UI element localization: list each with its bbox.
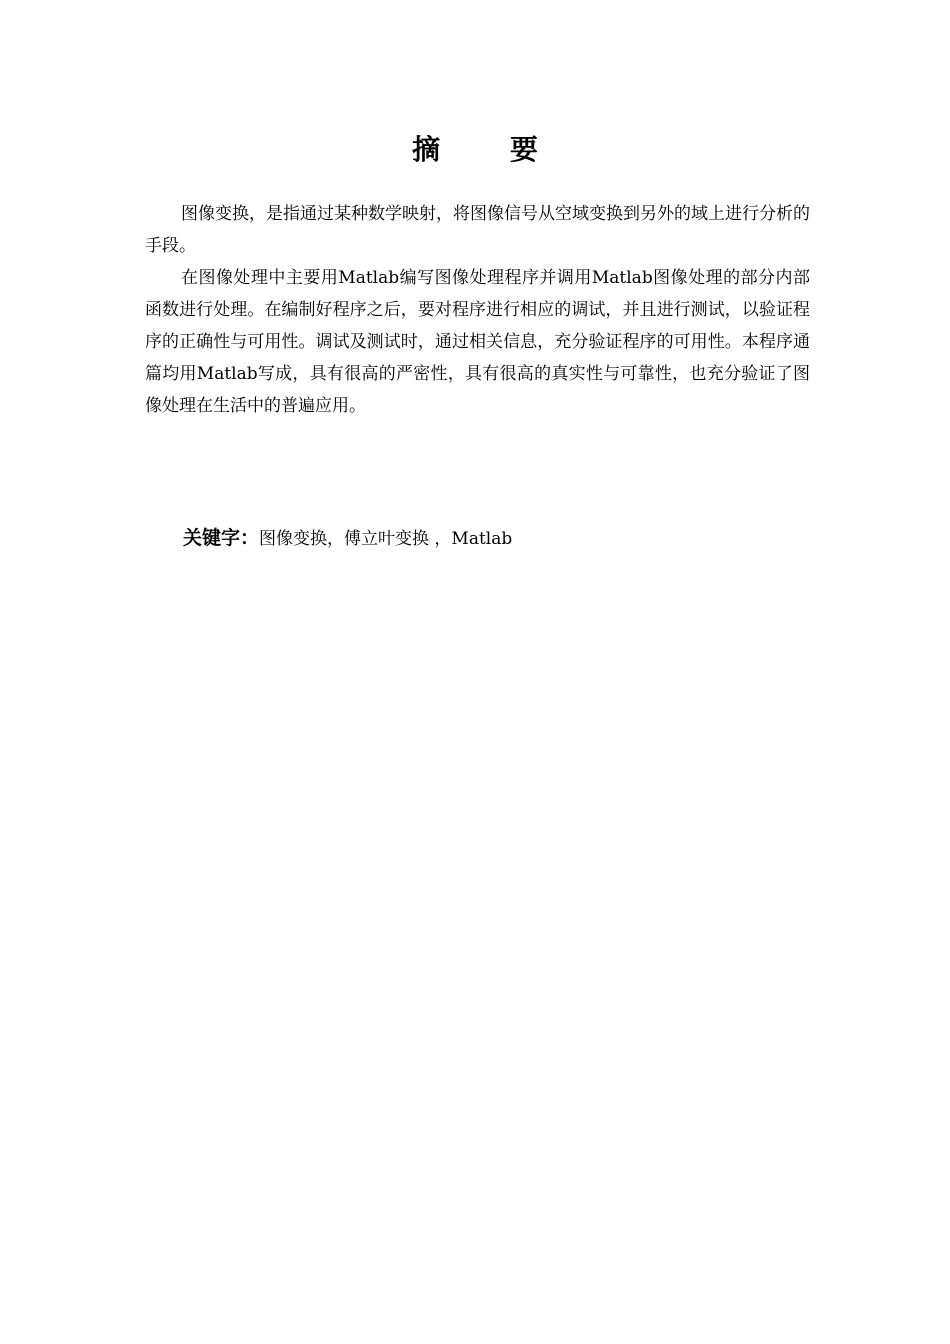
- abstract-paragraph-1: 图像变换，是指通过某种数学映射，将图像信号从空域变换到另外的域上进行分析的手段。: [145, 204, 810, 256]
- abstract-body: [145, 198, 810, 422]
- abstract-title: 摘 要: [412, 133, 568, 166]
- abstract-paragraph-2: 在图像处理中主要用Matlab编写图像处理程序并调用Matlab图像处理的部分内部函数进行处理。在编制好程序之后，要对程序进行相应的调试，并且进行测试，以验证程序的正确性与可用性。调试及测试时，通过相关信息，充分验证程序的可用性。本程序通篇均用Matlab写成，具有很高的严密性，具有很高的真实性与可靠性，也充分验证了图像处理在生活中的普遍应用。: [145, 268, 810, 416]
- keywords-label: 关键字：: [183, 527, 260, 549]
- keywords-line: [183, 524, 803, 553]
- keywords-value: 图像变换，傅立叶变换 ，Matlab: [259, 529, 513, 549]
